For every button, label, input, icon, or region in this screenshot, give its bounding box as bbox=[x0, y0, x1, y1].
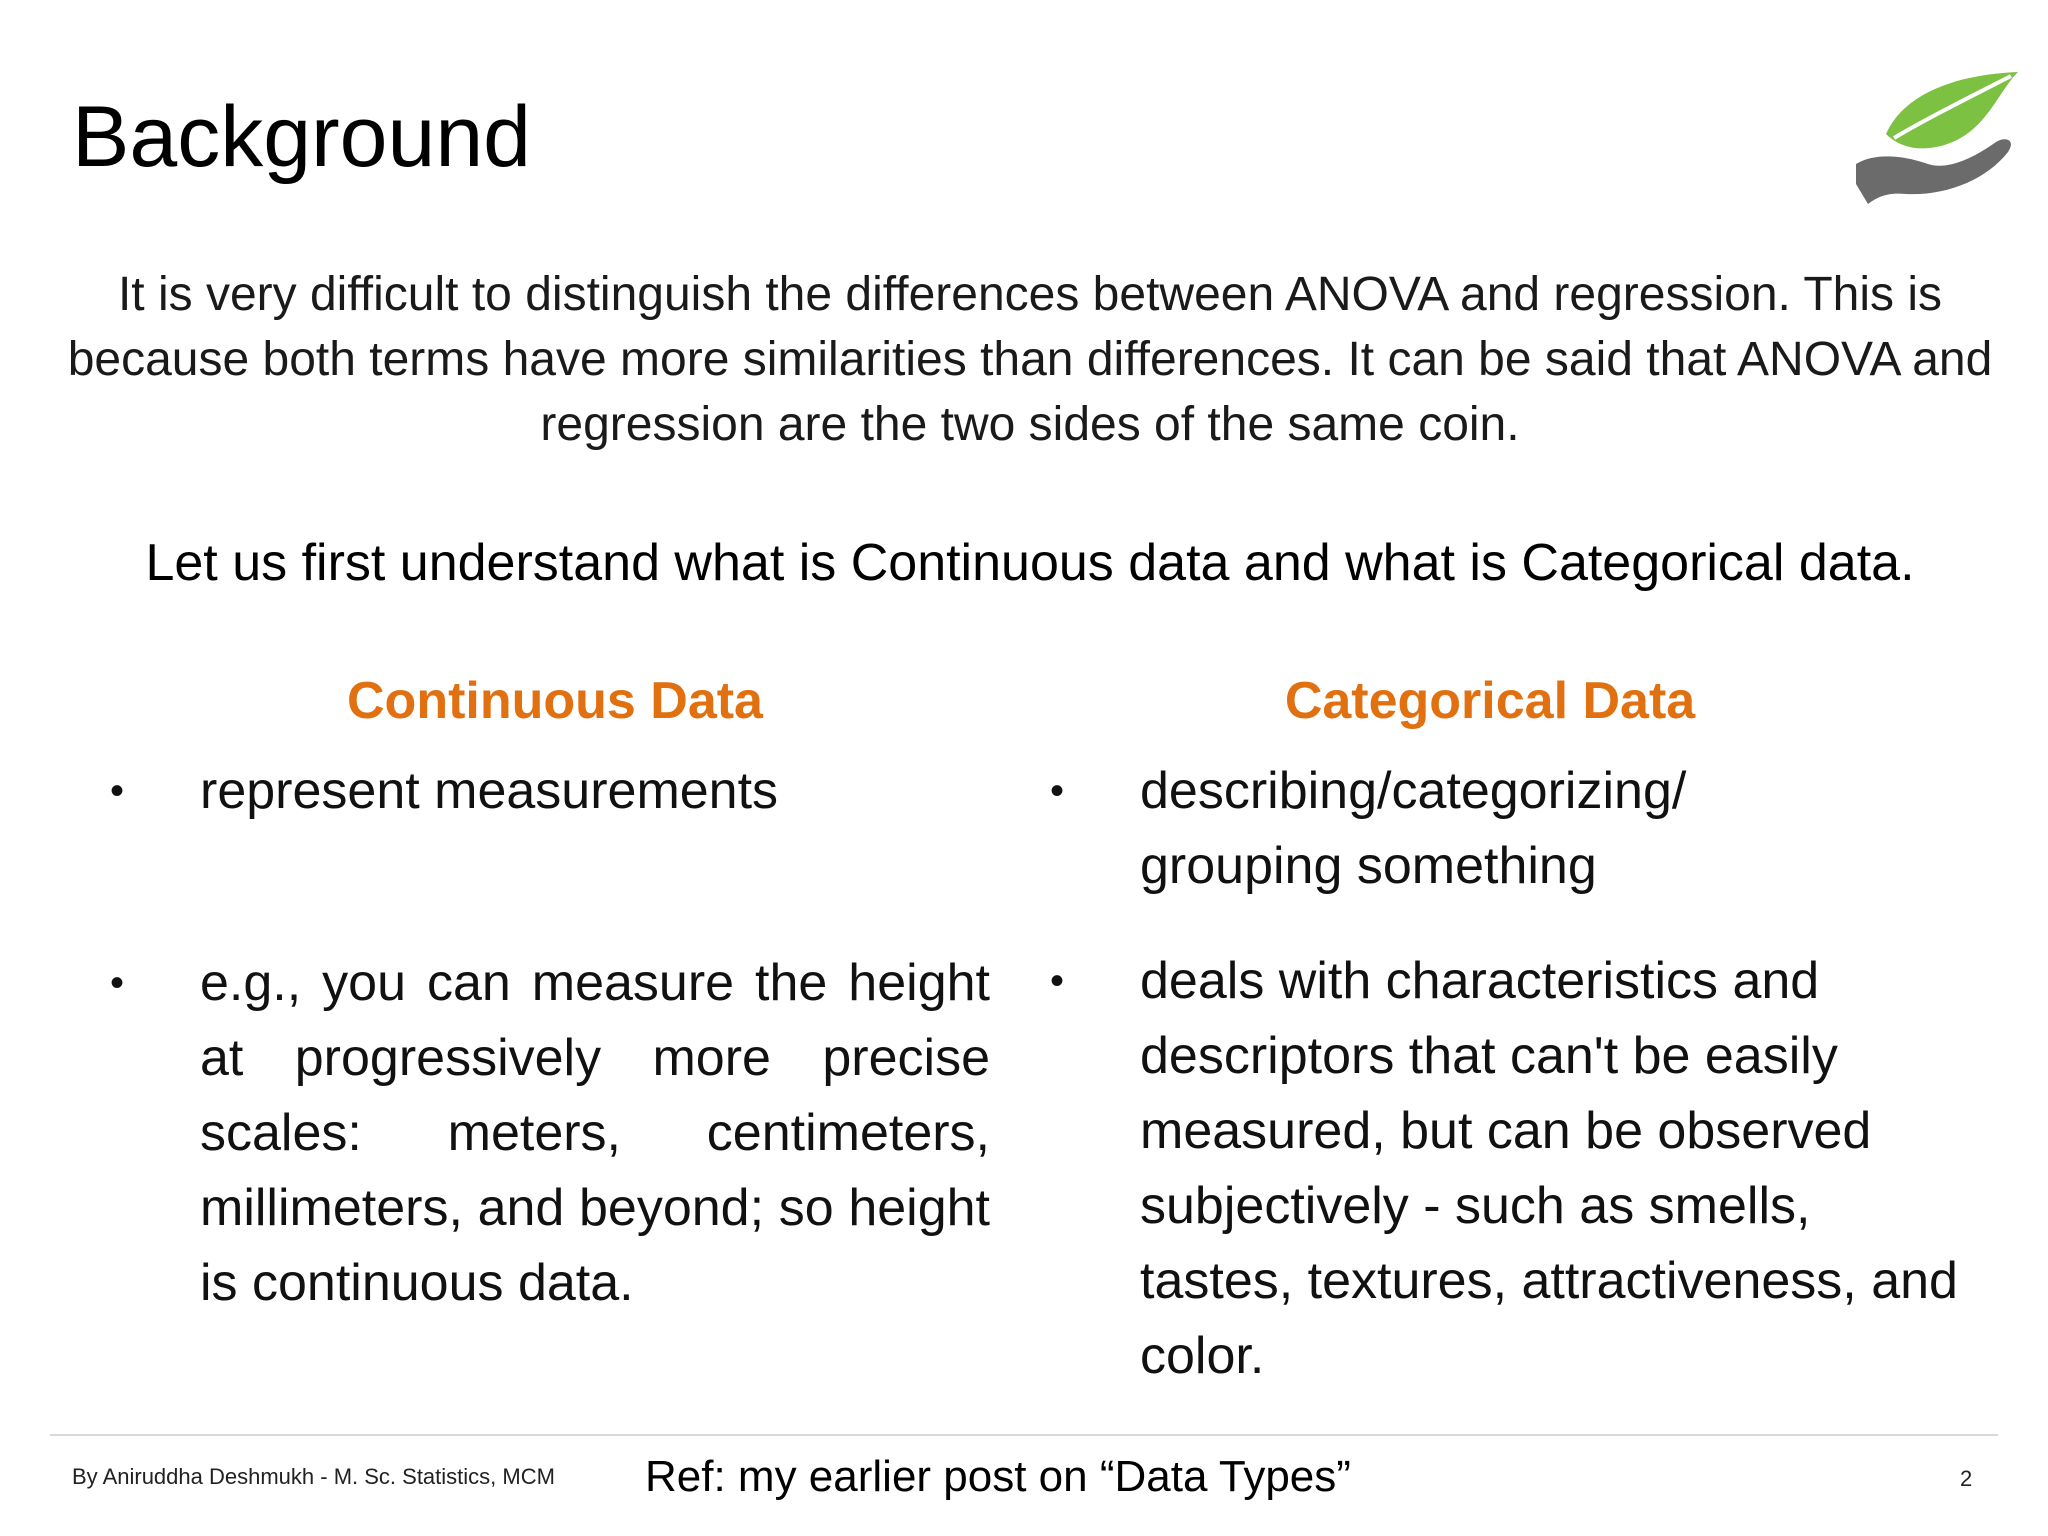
bullet-dot-icon: • bbox=[1050, 769, 1065, 813]
continuous-column bbox=[110, 666, 990, 1312]
categorical-heading: Categorical Data bbox=[1284, 672, 1696, 730]
page-number: 2 bbox=[1960, 1466, 1973, 1491]
bullet-dot-icon: • bbox=[1050, 959, 1065, 1003]
footer-reference: Ref: my earlier post on “Data Types” bbox=[645, 1452, 1351, 1501]
bullet-dot-icon: • bbox=[110, 769, 125, 813]
categorical-bullet-1-text: describing/categorizing/ grouping something bbox=[1140, 762, 1687, 895]
lead-sentence: Let us first understand what is Continuous data and what is Categorical data. bbox=[145, 534, 1915, 592]
bullet-dot-icon: • bbox=[110, 961, 125, 1005]
intro-paragraph: It is very difficult to distinguish the differences between ANOVA and regression. This is because both terms have more similarities than differences. It can be said that ANOVA and regression are the two sides of the same coin. bbox=[67, 268, 1993, 451]
footer-author: By Aniruddha Deshmukh - M. Sc. Statistics, MCM bbox=[72, 1464, 555, 1489]
footer-divider bbox=[50, 1434, 1998, 1436]
continuous-bullet-2-text: e.g., you can measure the height at progressively more precise scales: meters, centimeters, millimeters, and beyond; so height is continuous data. bbox=[200, 954, 990, 1312]
leaf-hand-logo-icon bbox=[1846, 64, 2026, 204]
categorical-bullet-2-text: deals with characteristics and descriptors that can't be easily measured, but can be observed subjectively - such as smells, tastes, textures, attractiveness, and color. bbox=[1140, 952, 1958, 1385]
continuous-bullet-1-text: represent measurements bbox=[200, 762, 779, 820]
categorical-column bbox=[1050, 666, 1960, 1385]
slide-title: Background bbox=[72, 89, 531, 185]
hand-shape bbox=[1856, 139, 2011, 204]
continuous-heading: Continuous Data bbox=[347, 672, 763, 730]
